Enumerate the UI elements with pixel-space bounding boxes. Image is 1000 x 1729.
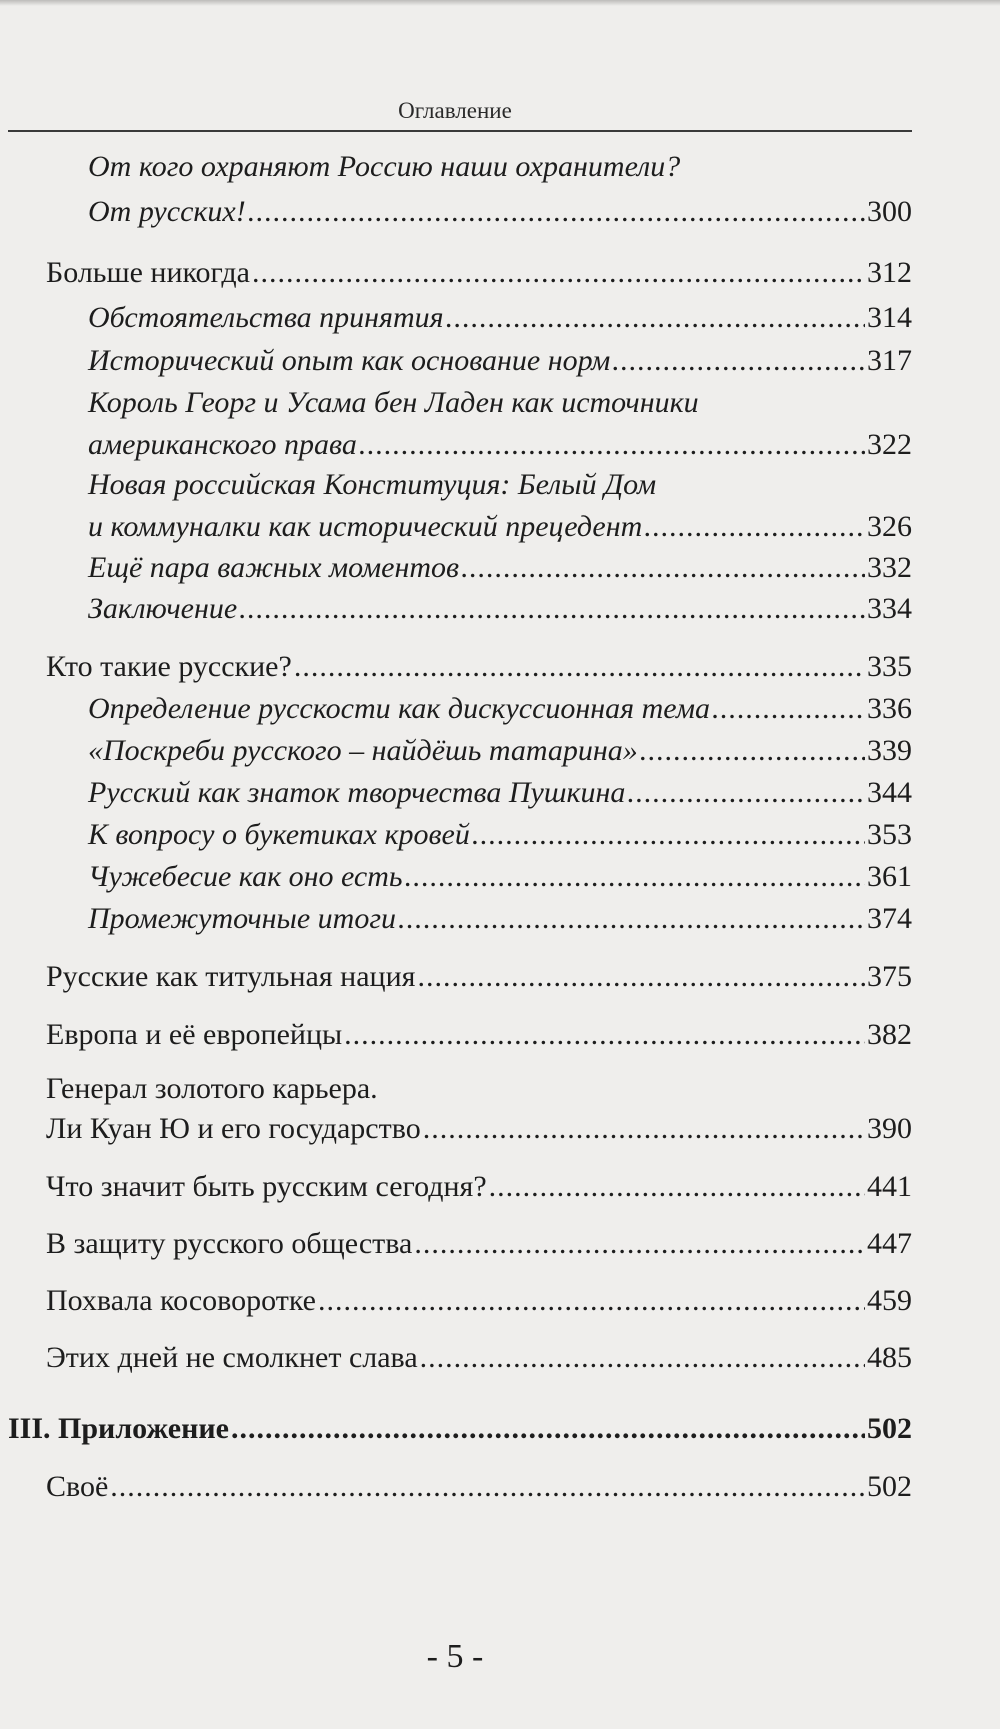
toc-entry-leader-line (88, 551, 912, 585)
toc-entry-leader-line (88, 301, 912, 335)
toc-entry-title: Похвала косоворотке (46, 1284, 316, 1317)
dot-leader (446, 301, 865, 335)
toc-entry-leader-line (46, 1227, 912, 1261)
dot-leader (472, 818, 865, 852)
toc-entry-title: Русский как знаток творчества Пушкина (88, 776, 626, 809)
dot-leader (231, 1412, 865, 1446)
dot-leader (417, 960, 865, 994)
toc-entry-title-line: Ли Куан Ю и его государство (46, 1112, 421, 1145)
toc-entry-title-line: От кого охраняют Россию наши охранители? (88, 150, 681, 183)
toc-entry-page: 312 (867, 256, 912, 289)
toc-entry-page: 502 (867, 1470, 912, 1503)
dot-leader (627, 776, 865, 810)
toc-entry-page: 459 (867, 1284, 912, 1317)
toc-entry-leader-line (46, 1170, 912, 1204)
dot-leader (239, 592, 865, 626)
toc-entry-page: 344 (867, 776, 912, 809)
toc-entry-title-line: Новая российская Конституция: Белый Дом (88, 468, 657, 501)
toc-entry-page: 336 (867, 692, 912, 725)
toc-entry-page: 485 (867, 1341, 912, 1374)
page-edge-shadow (0, 0, 1000, 6)
toc-entry-leader-line (88, 344, 912, 378)
toc-entry-page: 441 (867, 1170, 912, 1203)
toc-entry-title: В защиту русского общества (46, 1227, 413, 1260)
dot-leader (712, 692, 865, 726)
toc-entry-page: 339 (867, 734, 912, 767)
toc-entry-page: 317 (867, 344, 912, 377)
dot-leader (294, 650, 865, 684)
toc-entry-title: Чужебесие как оно есть (88, 860, 403, 893)
toc-entry-title: Определение русскости как дискуссионная тема (88, 692, 710, 725)
toc-entry-leader-line (88, 510, 912, 544)
toc-entry-leader-line (46, 1470, 912, 1504)
toc-entry-page: 326 (867, 510, 912, 543)
toc-entry-page: 502 (867, 1412, 912, 1445)
toc-entry-leader-line (88, 776, 912, 810)
toc-entry-page: 353 (867, 818, 912, 851)
toc-entry-title: Этих дней не смолкнет слава (46, 1341, 418, 1374)
toc-entry-page: 390 (867, 1112, 912, 1145)
dot-leader (398, 902, 865, 936)
toc-entry-leader-line (46, 256, 912, 290)
toc-entry-title: Ещё пара важных моментов (88, 551, 460, 584)
toc-entry-leader-line (46, 1284, 912, 1318)
toc-entry-page: 314 (867, 301, 912, 334)
dot-leader (110, 1470, 865, 1504)
toc-entry-leader-line (88, 902, 912, 936)
toc-entry-title: Европа и её европейцы (46, 1018, 343, 1051)
dot-leader (405, 860, 865, 894)
toc-entry-leader-line (88, 734, 912, 768)
dot-leader (248, 195, 865, 229)
toc-entry-leader-line (8, 1412, 912, 1446)
dot-leader (420, 1341, 865, 1375)
dot-leader (318, 1284, 865, 1318)
toc-entry-title-line: Король Георг и Усама бен Ладен как источники (88, 386, 699, 419)
dot-leader (612, 344, 865, 378)
toc-entry-title-line: От русских! (88, 195, 246, 228)
toc-entry-title: Больше никогда (46, 256, 250, 289)
toc-entry-title: III. Приложение (8, 1412, 229, 1445)
toc-entry-page: 361 (867, 860, 912, 893)
toc-entry-title-line: и коммуналки как исторический прецедент (88, 510, 643, 543)
toc-entry-leader-line (46, 1112, 912, 1146)
running-head: Оглавление (398, 98, 512, 123)
dot-leader (359, 428, 865, 462)
dot-leader (423, 1112, 865, 1146)
toc-entry-page: 382 (867, 1018, 912, 1051)
toc-entry-title-line: Генерал золотого карьера. (46, 1072, 378, 1105)
toc-entry-title: «Поскреби русского – найдёшь татарина» (88, 734, 638, 767)
toc-entry-title-line: американского права (88, 428, 357, 461)
toc-entry-leader-line (46, 960, 912, 994)
toc-entry-title: Русские как титульная нация (46, 960, 416, 993)
toc-entry-title: Что значит быть русским сегодня? (46, 1170, 487, 1203)
header-rule (8, 130, 912, 132)
toc-entry-page: 447 (867, 1227, 912, 1260)
dot-leader (252, 256, 865, 290)
toc-entry-page: 334 (867, 592, 912, 625)
toc-entry-title: К вопросу о букетиках кровей (88, 818, 470, 851)
toc-entry-title: Исторический опыт как основание норм (88, 344, 611, 377)
page-number: - 5 - (426, 1638, 484, 1675)
toc-entry-page: 374 (867, 902, 912, 935)
toc-entry-leader-line (88, 195, 912, 229)
toc-entry-title: Кто такие русские? (46, 650, 292, 683)
toc-entry-leader-line (88, 818, 912, 852)
toc-entry-page: 300 (867, 195, 912, 228)
dot-leader (344, 1018, 865, 1052)
toc-entry-title: Промежуточные итоги (88, 902, 397, 935)
toc-entry-leader-line (88, 428, 912, 462)
toc-entry-title: Заключение (88, 592, 238, 625)
toc-entry-leader-line (88, 692, 912, 726)
dot-leader (414, 1227, 865, 1261)
toc-entry-title: Обстоятельства принятия (88, 301, 444, 334)
toc-entry-leader-line (88, 592, 912, 626)
toc-entry-leader-line (46, 1341, 912, 1375)
toc-entry-page: 375 (867, 960, 912, 993)
toc-entry-page: 335 (867, 650, 912, 683)
toc-entry-leader-line (46, 1018, 912, 1052)
toc-entry-page: 332 (867, 551, 912, 584)
toc-entry-title: Своё (46, 1470, 109, 1503)
toc-entry-leader-line (46, 650, 912, 684)
toc-entry-page: 322 (867, 428, 912, 461)
dot-leader (489, 1170, 865, 1204)
dot-leader (644, 510, 865, 544)
dot-leader (461, 551, 865, 585)
toc-entry-leader-line (88, 860, 912, 894)
dot-leader (640, 734, 865, 768)
